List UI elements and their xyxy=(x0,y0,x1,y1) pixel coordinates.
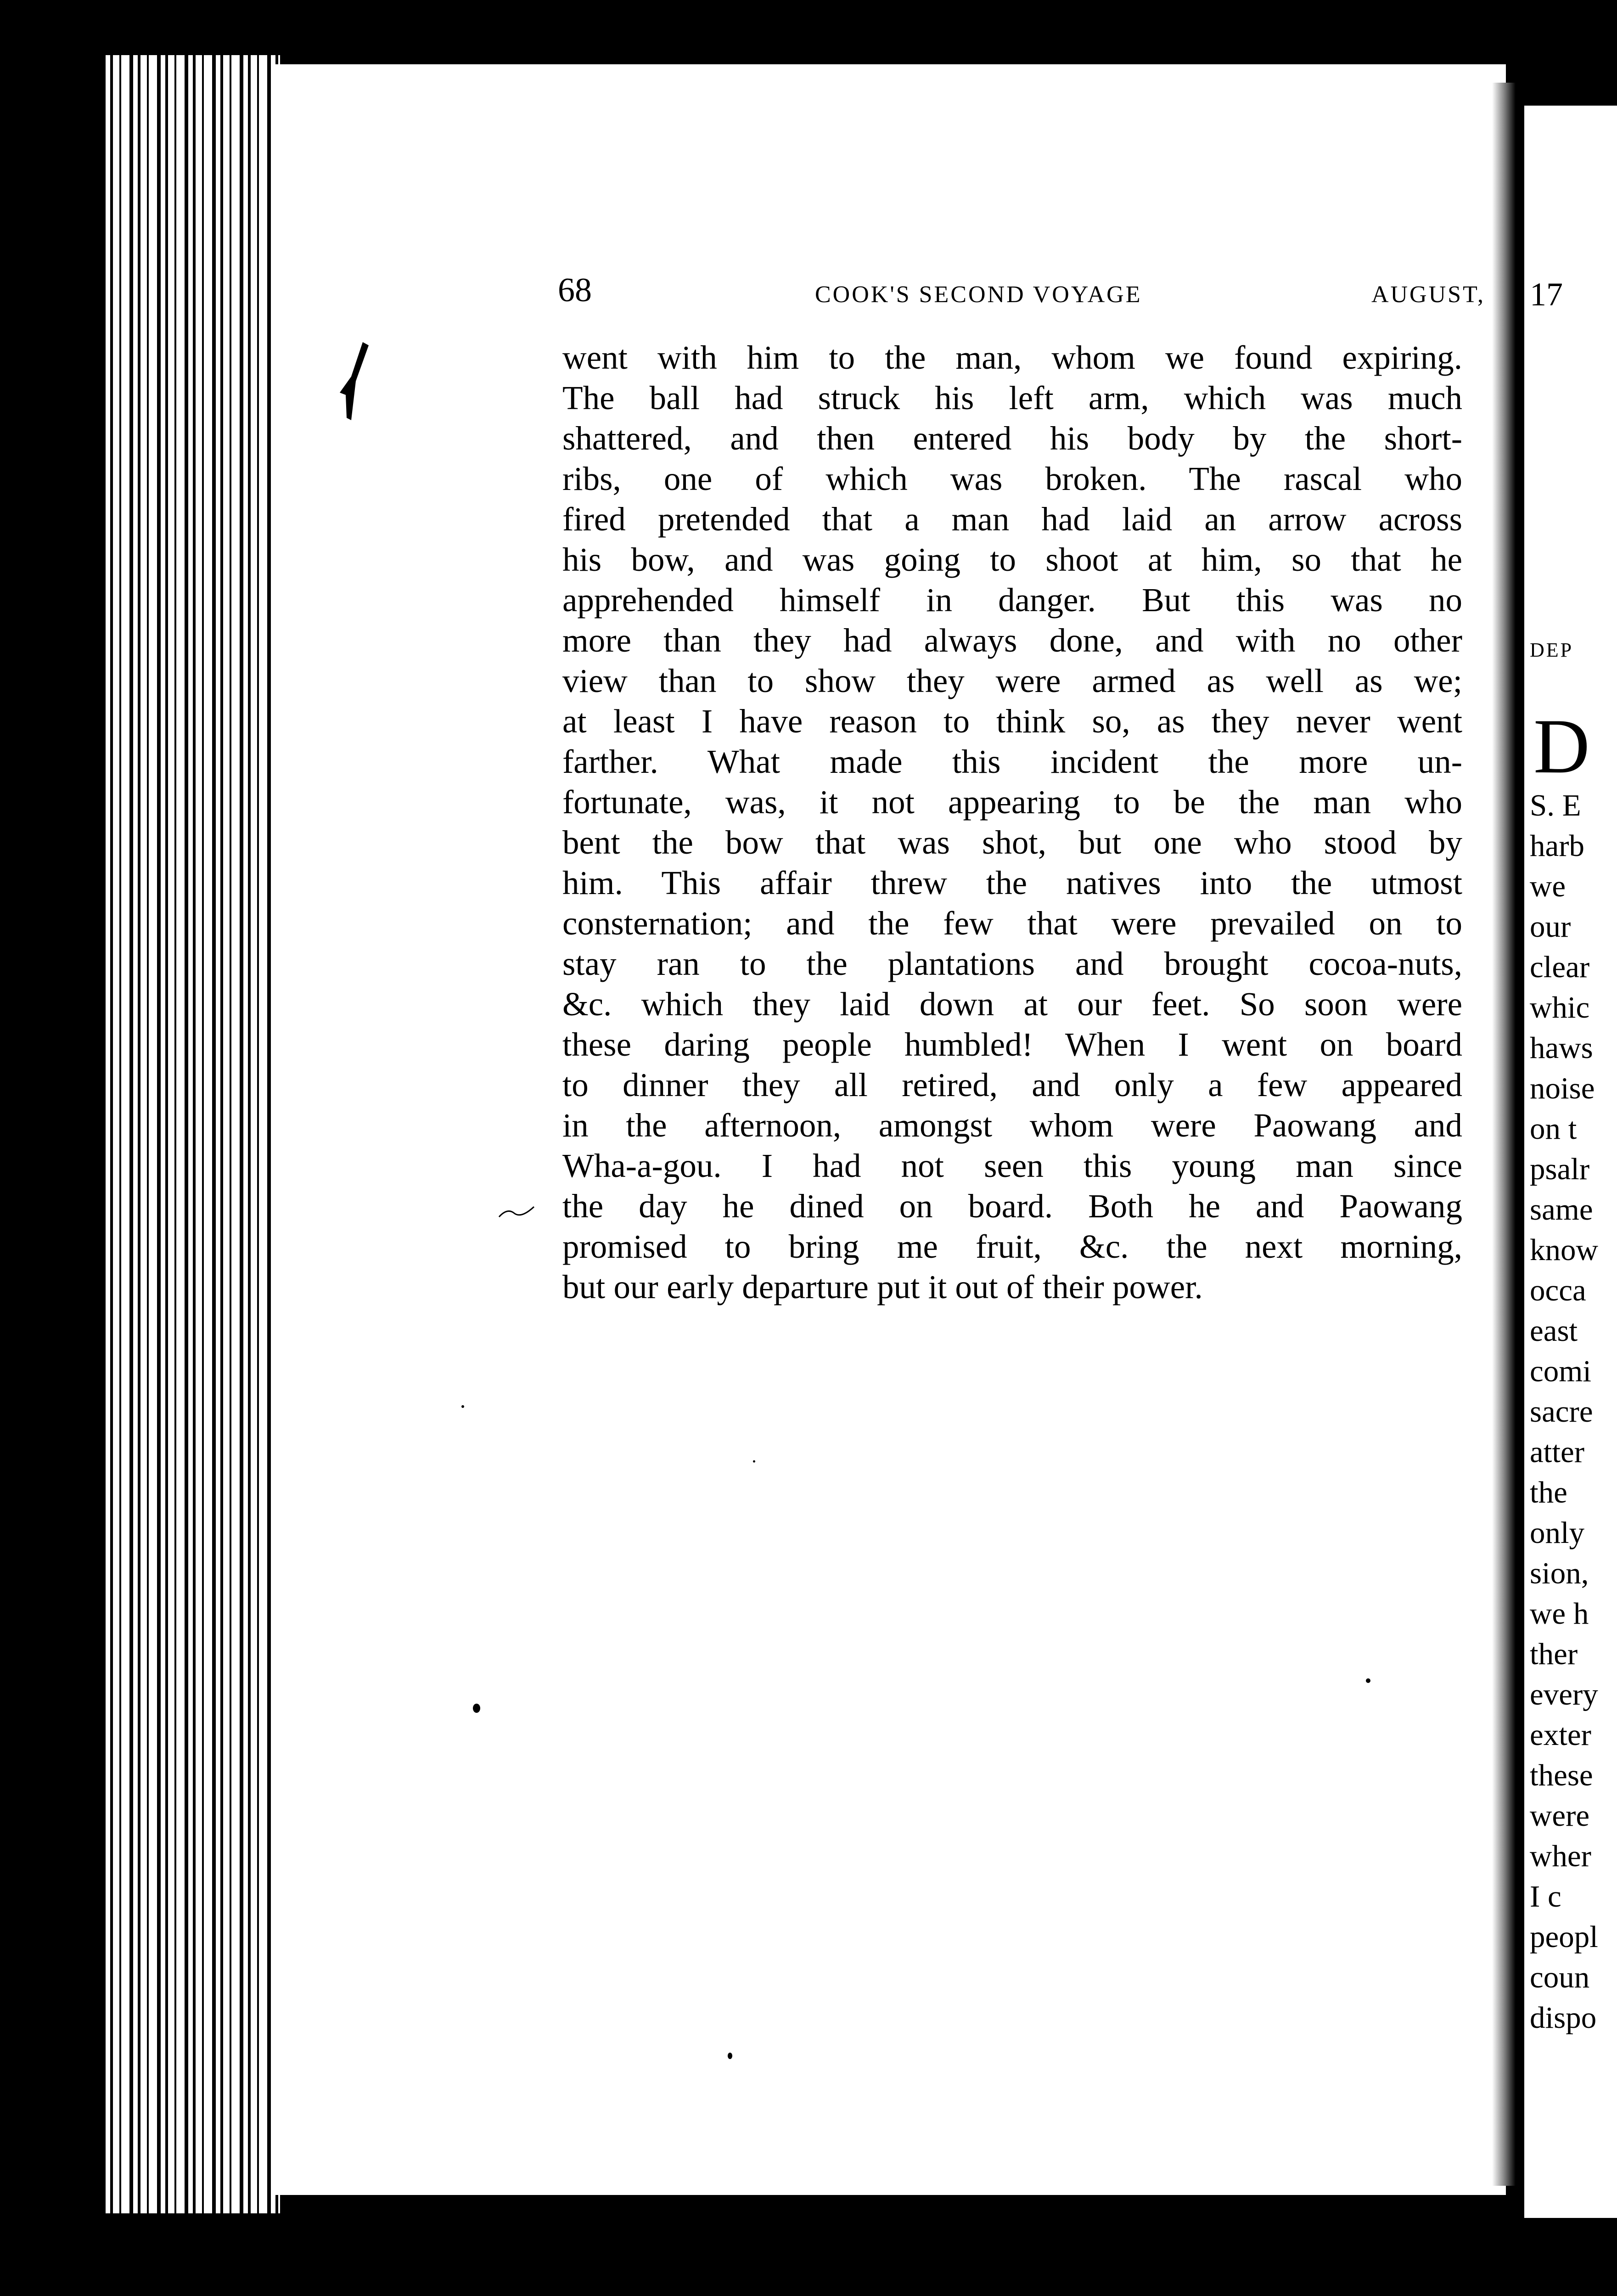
text-line: apprehended himself in danger. But this was no xyxy=(562,581,1462,619)
facing-line: on t xyxy=(1530,1112,1577,1146)
facing-line: were xyxy=(1530,1799,1590,1833)
facing-line: the xyxy=(1530,1475,1567,1509)
facing-line: we xyxy=(1530,869,1566,903)
text-line: more than they had always done, and with no other xyxy=(562,622,1462,659)
facing-line: sion, xyxy=(1530,1556,1589,1590)
text-line: at least I have reason to think so, as they never went xyxy=(562,703,1462,740)
ink-speck xyxy=(728,2053,732,2059)
facing-line: exter xyxy=(1530,1718,1591,1752)
running-month: AUGUST, xyxy=(1371,281,1485,308)
facing-line: east xyxy=(1530,1314,1578,1348)
facing-line: coun xyxy=(1530,1960,1590,1994)
text-line: Wha-a-gou. I had not seen this young man since xyxy=(562,1147,1462,1184)
facing-line: every xyxy=(1530,1677,1598,1711)
facing-line: sacre xyxy=(1530,1395,1593,1429)
facing-page-text xyxy=(1530,785,1598,2038)
facing-page-dropcap: D xyxy=(1533,703,1590,789)
text-line: fired pretended that a man had laid an arrow across xyxy=(562,501,1462,538)
facing-line: wher xyxy=(1530,1839,1591,1873)
facing-line: same xyxy=(1530,1193,1593,1227)
facing-page-number: 17 xyxy=(1530,276,1563,313)
text-line: him. This affair threw the natives into the utmost xyxy=(562,864,1462,901)
text-line: fortunate, was, it not appearing to be the man who xyxy=(562,783,1462,821)
running-title: COOK'S SECOND VOYAGE xyxy=(815,281,1142,308)
facing-page-header: DEP xyxy=(1530,639,1574,661)
body-text xyxy=(562,338,1462,1307)
facing-line: dispo xyxy=(1530,2001,1597,2035)
text-line: ribs, one of which was broken. The rascal who xyxy=(562,460,1462,497)
margin-ink-mark xyxy=(337,340,370,422)
facing-line: comi xyxy=(1530,1354,1591,1388)
text-line: his bow, and was going to shoot at him, so that he xyxy=(562,541,1462,578)
facing-line: ther xyxy=(1530,1637,1578,1671)
ink-speck xyxy=(1366,1678,1370,1683)
text-line: went with him to the man, whom we found expiring. xyxy=(562,339,1462,376)
page-number: 68 xyxy=(558,271,592,309)
facing-line: peopl xyxy=(1530,1920,1598,1954)
text-line: &c. which they laid down at our feet. So soon were xyxy=(562,985,1462,1023)
ink-speck xyxy=(753,1460,755,1463)
text-line: promised to bring me fruit, &c. the next morning, xyxy=(562,1228,1462,1265)
text-line: stay ran to the plantations and brought cocoa-nuts, xyxy=(562,945,1462,982)
text-line: view than to show they were armed as well as we; xyxy=(562,662,1462,699)
text-line: bent the bow that was shot, but one who stood by xyxy=(562,824,1462,861)
margin-squiggle xyxy=(498,1203,535,1221)
text-line: these daring people humbled! When I went on board xyxy=(562,1026,1462,1063)
facing-line: clear xyxy=(1530,950,1590,984)
facing-line: haws xyxy=(1530,1031,1593,1065)
ink-speck xyxy=(461,1405,464,1408)
left-page-edges xyxy=(106,55,280,2213)
facing-line: S. E xyxy=(1530,788,1581,822)
ink-speck xyxy=(473,1704,480,1713)
text-line: but our early departure put it out of their power. xyxy=(562,1268,1203,1306)
text-line: farther. What made this incident the more un- xyxy=(562,743,1462,780)
text-line: shattered, and then entered his body by the short- xyxy=(562,420,1462,457)
running-head xyxy=(558,271,1485,312)
facing-line: occa xyxy=(1530,1273,1586,1307)
facing-line: harb xyxy=(1530,829,1585,863)
facing-line: noise xyxy=(1530,1071,1595,1105)
text-line: The ball had struck his left arm, which was much xyxy=(562,379,1462,416)
facing-line: our xyxy=(1530,910,1571,944)
facing-line: know xyxy=(1530,1233,1598,1267)
text-line: consternation; and the few that were prevailed on to xyxy=(562,905,1462,942)
facing-line: only xyxy=(1530,1516,1585,1550)
facing-line: these xyxy=(1530,1758,1593,1792)
text-line: in the afternoon, amongst whom were Paowang and xyxy=(562,1107,1462,1144)
facing-page-fragment xyxy=(1524,106,1617,2218)
facing-line: atter xyxy=(1530,1435,1585,1469)
text-line: to dinner they all retired, and only a few appeared xyxy=(562,1066,1462,1103)
text-line: the day he dined on board. Both he and Paowang xyxy=(562,1187,1462,1225)
facing-line: psalr xyxy=(1530,1152,1590,1186)
facing-line: we h xyxy=(1530,1597,1589,1631)
facing-line: whic xyxy=(1530,990,1590,1024)
facing-line: I c xyxy=(1530,1880,1561,1913)
